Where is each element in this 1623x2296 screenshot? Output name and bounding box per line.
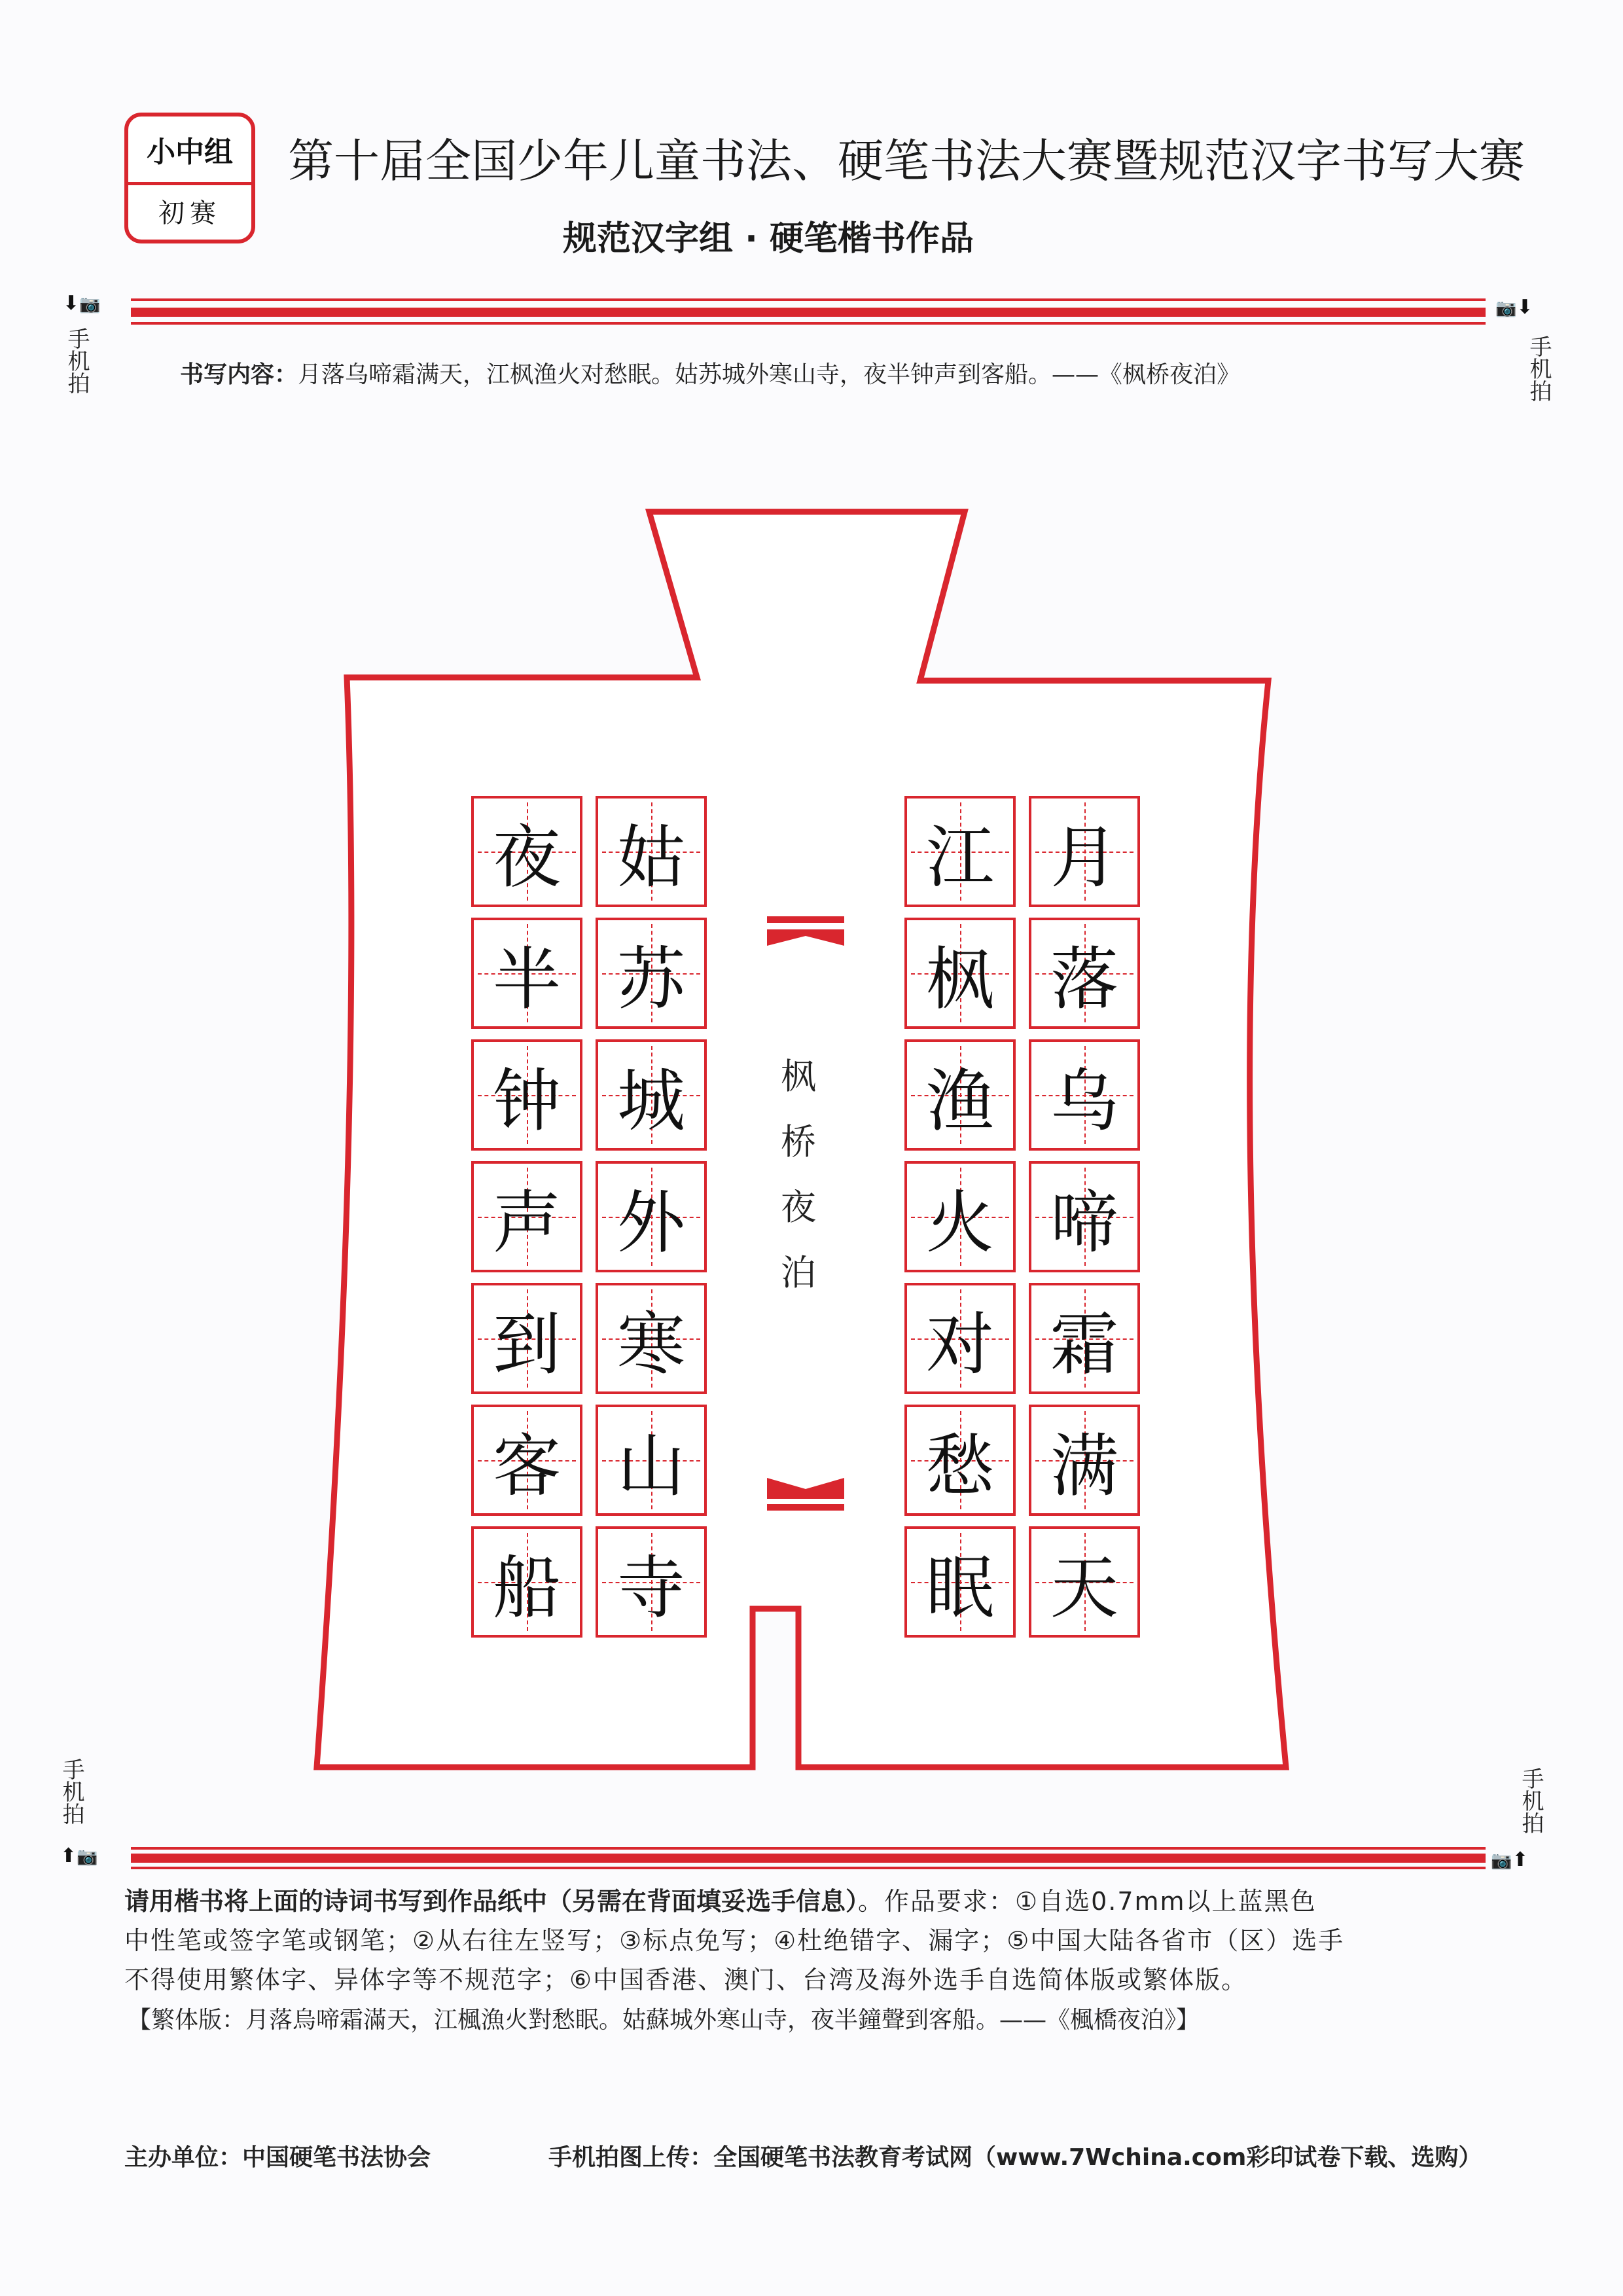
grid-character: 天 [1050,1548,1118,1628]
bottom-rule-thin-2 [131,1867,1486,1869]
grid-character: 对 [925,1304,994,1384]
bottom-rule-thick [131,1854,1486,1863]
photo-label-top-right: 手机拍 [1525,335,1552,402]
grid-cell [596,1405,707,1516]
writing-content-text: 月落乌啼霜满天，江枫渔火对愁眠。姑苏城外寒山寺，夜半钟声到客船。——《枫桥夜泊》 [298,361,1241,388]
poem-title-char: 夜 [781,1187,816,1228]
poem-title-char: 枫 [781,1056,816,1097]
grid-cell [596,1161,707,1272]
grid-cell [1029,918,1140,1029]
grid-cell [596,796,707,907]
grid-character: 姑 [616,817,685,897]
grid-cell [904,1283,1016,1394]
photo-label-bottom-left: 手机拍 [58,1758,84,1825]
grid-cell [1029,1405,1140,1516]
grid-cell [904,1526,1016,1638]
grid-character: 声 [492,1183,561,1263]
requirements-line-2: 中性笔或签字笔或钢笔；②从右往左竖写；③标点免写；④杜绝错字、漏字；⑤中国大陆各省市（区）选手 [124,1926,1345,1955]
grid-cell [471,1161,582,1272]
grid-cell [904,1161,1016,1272]
grid-cell [1029,1526,1140,1638]
grid-character: 半 [492,939,561,1019]
grid-character: 落 [1050,939,1118,1019]
title-mark-top-bar [767,916,844,923]
footer-organizer: 主办单位：中国硬笔书法协会 [124,2144,431,2171]
grid-cell [1029,1039,1140,1151]
camera-icon: 📷 [1491,1851,1512,1871]
grid-cell [596,1039,707,1151]
grid-cell [596,918,707,1029]
poem-title-char: 桥 [781,1121,816,1162]
arrow-down-icon: ⬇ [1516,296,1533,319]
grid-cell [904,918,1016,1029]
page-title: 第十届全国少年儿童书法、硬笔书法大赛暨规范汉字书写大赛 [288,134,1525,188]
bottom-left-camera-marker [60,1844,98,1867]
grid-character: 霜 [1050,1304,1118,1384]
poem-title [772,1044,825,1306]
grid-character: 眠 [925,1548,994,1628]
grid-cell [471,918,582,1029]
grid-cell [471,1405,582,1516]
grid-cell [1029,1161,1140,1272]
grid-character: 山 [616,1426,685,1506]
bottom-rule-thin [131,1847,1486,1850]
arrow-down-icon: ⬇ [63,292,80,315]
grid-character: 枫 [925,939,994,1019]
grid-character: 愁 [925,1426,994,1506]
grid-character: 到 [492,1304,561,1384]
grid-character: 寺 [616,1548,685,1628]
requirements-instruction: 请用楷书将上面的诗词书写到作品纸中（另需在背面填妥选手信息） [124,1887,859,1916]
grid-cell [904,1039,1016,1151]
writing-content-label: 书写内容： [180,361,298,388]
grid-character: 寒 [616,1304,685,1384]
badge-stage-label: 初赛 [158,198,221,228]
grid-character: 渔 [925,1061,994,1141]
bottom-right-camera-marker [1491,1848,1529,1871]
badge-group-label: 小中组 [128,117,251,185]
grid-cell [596,1526,707,1638]
grid-character: 满 [1050,1426,1118,1506]
requirements-line-1 [124,1881,1317,1917]
grid-cell [1029,796,1140,907]
camera-icon: 📷 [77,1847,98,1867]
grid-character: 夜 [492,817,561,897]
grid-character: 城 [616,1061,685,1141]
grid-cell [904,796,1016,907]
grid-cell [596,1283,707,1394]
grid-character: 苏 [616,939,685,1019]
grid-cell [471,1039,582,1151]
camera-icon: 📷 [1495,298,1517,318]
arrow-up-icon: ⬆ [1512,1848,1529,1871]
photo-label-top-left: 手机拍 [63,327,90,394]
traditional-version-text: 【繁体版：月落烏啼霜滿天，江楓漁火對愁眠。姑蘇城外寒山寺，夜半鐘聲到客船。——《楓橋夜泊》】 [128,2007,1200,2034]
requirements-line-3: 不得使用繁体字、异体字等不规范字；⑥中国香港、澳门、台湾及海外选手自选简体版或繁体版。 [124,1965,1248,1994]
grid-character: 客 [492,1426,561,1506]
grid-cell [1029,1283,1140,1394]
grid-character: 月 [1050,817,1118,897]
grid-character: 火 [925,1183,994,1263]
grid-character: 船 [492,1548,561,1628]
arrow-up-icon: ⬆ [60,1844,77,1867]
grid-cell [471,1526,582,1638]
photo-label-bottom-right: 手机拍 [1518,1767,1544,1834]
footer-upload-info: 手机拍图上传：全国硬笔书法教育考试网（www.7Wchina.com彩印试卷下载、选购） [548,2144,1482,2171]
grid-cell [471,796,582,907]
title-mark-bottom-bar [767,1504,844,1511]
grid-character: 啼 [1050,1183,1118,1263]
grid-character: 钟 [492,1061,561,1141]
grid-character: 江 [925,817,994,897]
poem-title-char: 泊 [781,1252,816,1293]
grid-character: 外 [616,1183,685,1263]
grid-cell [904,1405,1016,1516]
grid-cell [471,1283,582,1394]
grid-character: 乌 [1050,1061,1118,1141]
page-subtitle: 规范汉字组 · 硬笔楷书作品 [563,219,974,259]
requirements-line-1-rest: 。作品要求：①自选0.7mm以上蓝黑色 [858,1887,1317,1916]
camera-icon: 📷 [79,295,101,314]
